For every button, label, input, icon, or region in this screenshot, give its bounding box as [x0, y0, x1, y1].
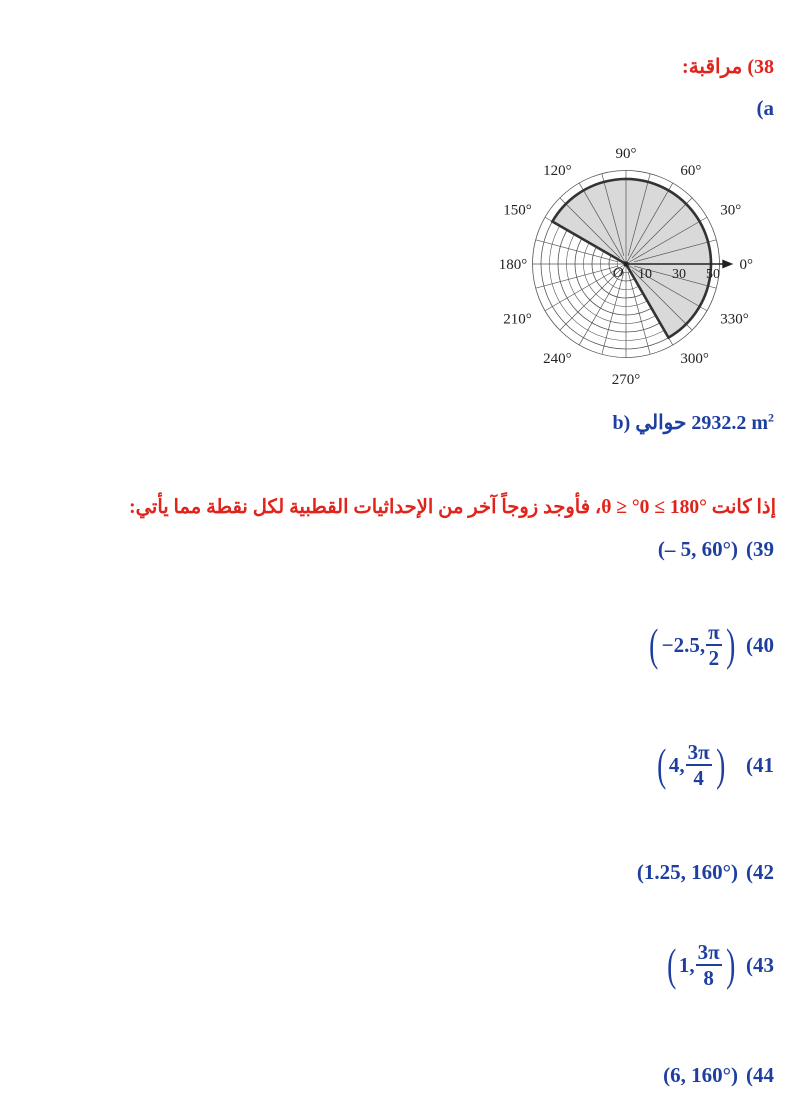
part-a-label: (a — [756, 96, 774, 120]
radius-label: 10 — [638, 267, 652, 282]
polar-axis-arrow-icon — [722, 260, 733, 269]
angle-label: 30° — [720, 202, 742, 219]
fraction-numerator: π — [706, 620, 722, 646]
item-43-left: 1, — [678, 952, 695, 977]
close-paren: ) — [715, 739, 725, 791]
item-40 — [646, 620, 774, 670]
item-41-number: (41 — [746, 752, 774, 777]
angle-label: 90° — [615, 146, 637, 163]
radius-label: 30 — [672, 267, 686, 282]
item-43-expr — [664, 940, 738, 990]
radius-label: 50 — [706, 267, 720, 282]
polar-graph — [484, 136, 754, 392]
item-44 — [663, 1063, 774, 1088]
item-41-fraction — [686, 740, 712, 790]
angle-label: 60° — [680, 162, 702, 179]
fraction-denominator: 8 — [703, 966, 714, 991]
angle-label: 330° — [720, 311, 749, 328]
fraction-denominator: 4 — [693, 766, 704, 791]
fraction-numerator: 3π — [696, 940, 722, 966]
item-43-number: (43 — [746, 952, 774, 977]
item-40-fraction — [706, 620, 722, 670]
angle-label: 0° — [739, 257, 753, 273]
instruction-text: إذا كانت °180 ≥ θ ≥ °0، فأوجد زوجاً آخر من الإحداثيات القطبية لكل نقطة مما يأتي: — [129, 497, 776, 518]
angle-label: 150° — [503, 202, 532, 219]
angle-label: 210° — [503, 311, 532, 328]
item-41-left: 4, — [668, 752, 685, 777]
angle-label: 240° — [543, 351, 572, 368]
pole-dot — [623, 261, 628, 266]
item-42 — [637, 860, 774, 885]
item-39 — [658, 537, 774, 562]
fraction-numerator: 3π — [686, 740, 712, 766]
part-b-value: 2932.2 m — [691, 412, 768, 434]
part-b-answer — [613, 410, 774, 435]
item-39-number: (39 — [746, 537, 774, 561]
close-paren: ) — [725, 619, 735, 671]
fraction-denominator: 2 — [708, 646, 720, 671]
item-42-number: (42 — [746, 860, 774, 884]
item-39-expr: (– 5, 60°) — [657, 537, 738, 561]
origin-label: O — [612, 265, 624, 281]
part-b-prefix: b) حوالي — [612, 412, 687, 434]
item-40-left: −2.5, — [661, 632, 706, 657]
item-40-expr — [646, 620, 738, 670]
part-b-value-wrap — [691, 412, 774, 434]
open-paren: ( — [656, 739, 666, 791]
angle-label: 270° — [611, 371, 641, 388]
angle-label: 300° — [680, 351, 709, 368]
item-43 — [664, 940, 774, 990]
open-paren: ( — [649, 619, 659, 671]
item-43-fraction — [696, 940, 722, 990]
close-paren: ) — [725, 939, 735, 991]
open-paren: ( — [666, 939, 676, 991]
problem-38-title: 38) مراقبة: — [682, 56, 774, 78]
angle-label: 180° — [498, 257, 528, 273]
item-44-expr: (6, 160°) — [663, 1063, 738, 1087]
item-41-expr — [654, 740, 728, 790]
item-40-number: (40 — [746, 632, 774, 657]
angle-label: 120° — [543, 162, 572, 179]
part-b-exponent: 2 — [768, 410, 774, 425]
item-41 — [654, 740, 774, 790]
item-44-number: (44 — [746, 1063, 774, 1087]
item-42-expr: (1.25, 160°) — [636, 860, 738, 884]
